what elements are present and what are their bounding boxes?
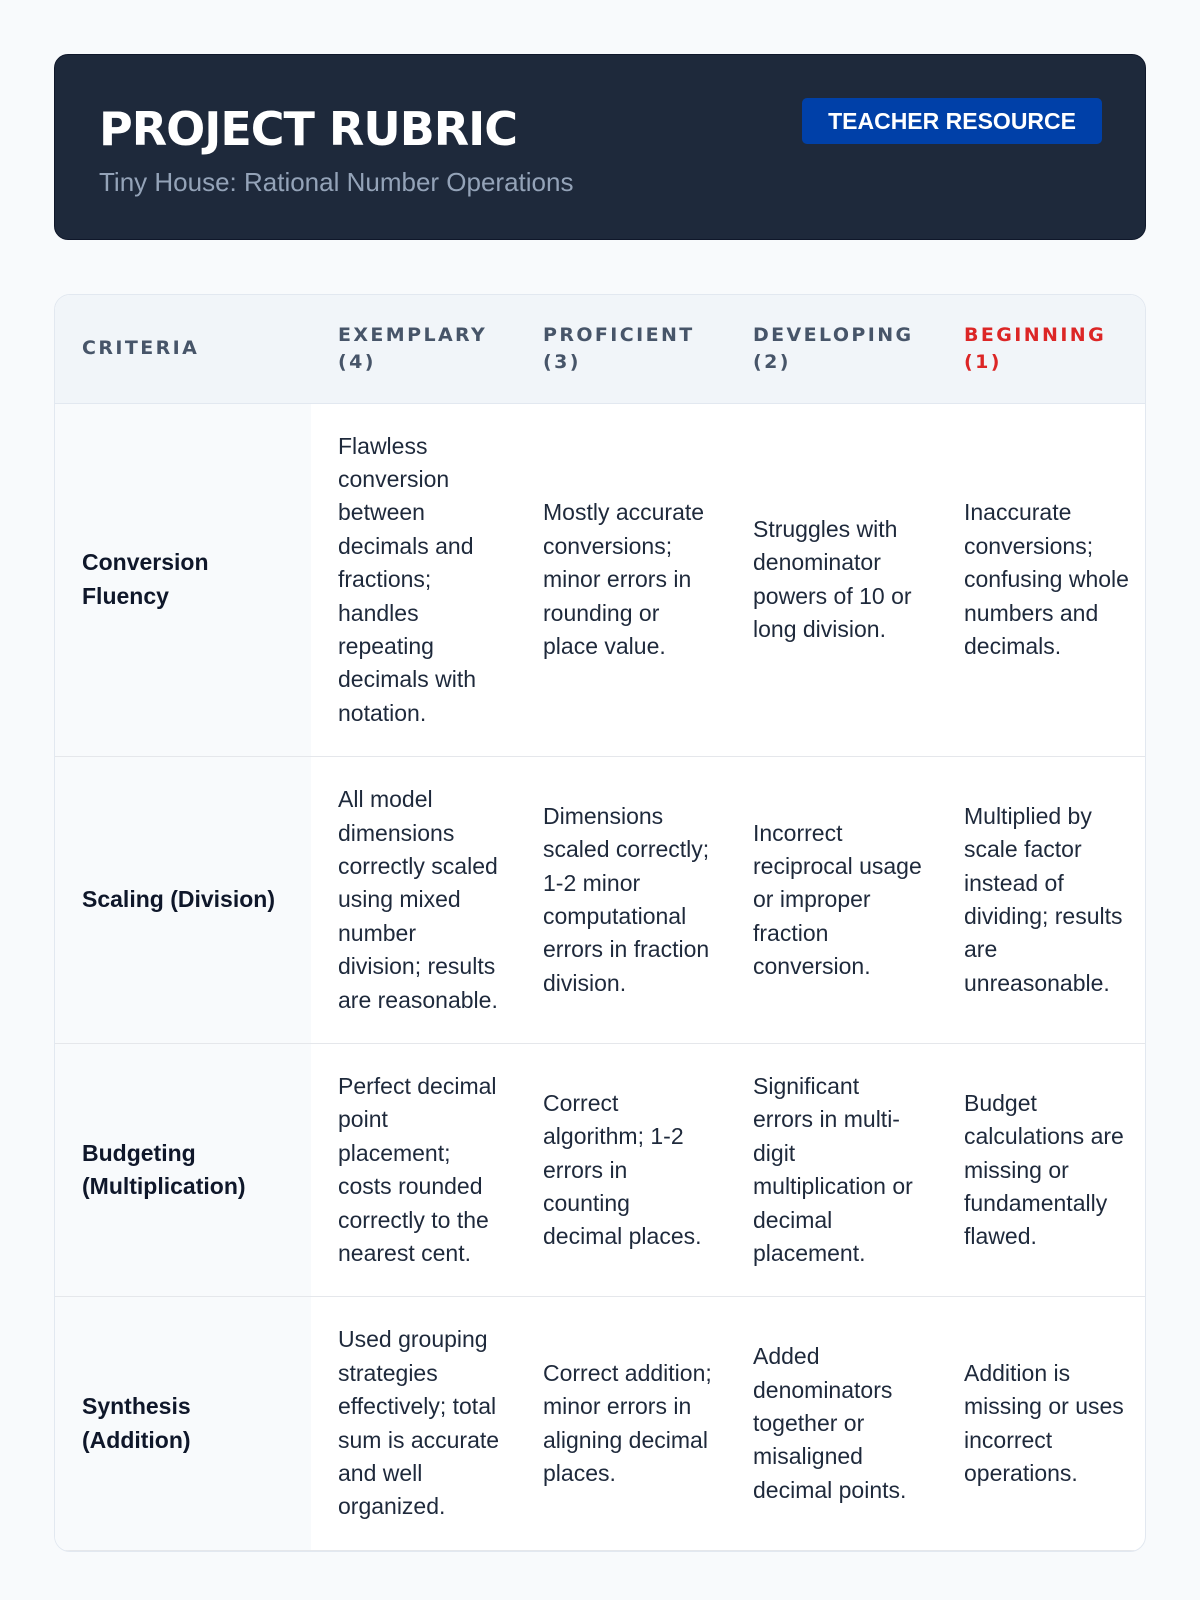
page-subtitle: Tiny House: Rational Number Operations <box>99 167 574 197</box>
teacher-resource-badge: TEACHER RESOURCE <box>802 98 1102 144</box>
column-header-criteria: CRITERIA <box>55 295 311 403</box>
table-header-row <box>55 295 1146 403</box>
table-row <box>55 403 1146 757</box>
proficient-cell: Mostly accurate conversions; minor errors in rounding or place value. <box>543 499 705 659</box>
developing-cell: Incorrect reciprocal usage or improper fraction conversion. <box>753 819 922 980</box>
criteria-cell: Synthesis (Addition) <box>55 1297 311 1550</box>
exemplary-cell: Used grouping strategies effectively; total sum is accurate and well organized. <box>311 1297 516 1550</box>
beginning-cell: Budget calculations are missing or fundamentally flawed. <box>964 1089 1124 1250</box>
beginning-cell: Inaccurate conversions; confusing whole numbers and decimals. <box>964 499 1129 659</box>
beginning-cell: Multiplied by scale factor instead of dividing; results are unreasonable. <box>964 802 1123 996</box>
developing-cell: Added denominators together or misaligned decimal points. <box>753 1343 907 1503</box>
proficient-cell: Correct algorithm; 1-2 errors in counting decimal places. <box>543 1089 702 1250</box>
beginning-cell: Addition is missing or uses incorrect operations. <box>964 1359 1124 1487</box>
table-row <box>55 757 1146 1044</box>
exemplary-cell: All model dimensions correctly scaled using mixed number division; results are reasonable. <box>311 757 516 1044</box>
column-header-developing: DEVELOPING (2) <box>726 295 937 403</box>
column-header-exemplary: EXEMPLARY (4) <box>311 295 516 403</box>
rubric-table <box>55 295 1146 1551</box>
proficient-cell: Dimensions scaled correctly; 1-2 minor computational errors in fraction division. <box>543 802 710 996</box>
exemplary-cell: Flawless conversion between decimals and fractions; handles repeating decimals with notation. <box>311 403 516 757</box>
page-title: PROJECT RUBRIC <box>99 102 518 156</box>
proficient-cell: Correct addition; minor errors in aligning decimal places. <box>543 1359 712 1487</box>
exemplary-cell: Perfect decimal point placement; costs rounded correctly to the nearest cent. <box>311 1044 516 1297</box>
rubric-table-card <box>54 294 1146 1552</box>
column-header-beginning: BEGINNING (1) <box>937 295 1146 403</box>
table-row <box>55 1044 1146 1297</box>
criteria-cell: Budgeting (Multiplication) <box>55 1044 311 1297</box>
developing-cell: Significant errors in multi-digit multiplication or decimal placement. <box>753 1073 913 1267</box>
rubric-header <box>54 54 1146 240</box>
criteria-cell: Scaling (Division) <box>55 757 311 1044</box>
column-header-proficient: PROFICIENT (3) <box>516 295 726 403</box>
table-row <box>55 1297 1146 1550</box>
criteria-cell: Conversion Fluency <box>55 403 311 757</box>
developing-cell: Struggles with denominator powers of 10 or long division. <box>753 516 912 643</box>
